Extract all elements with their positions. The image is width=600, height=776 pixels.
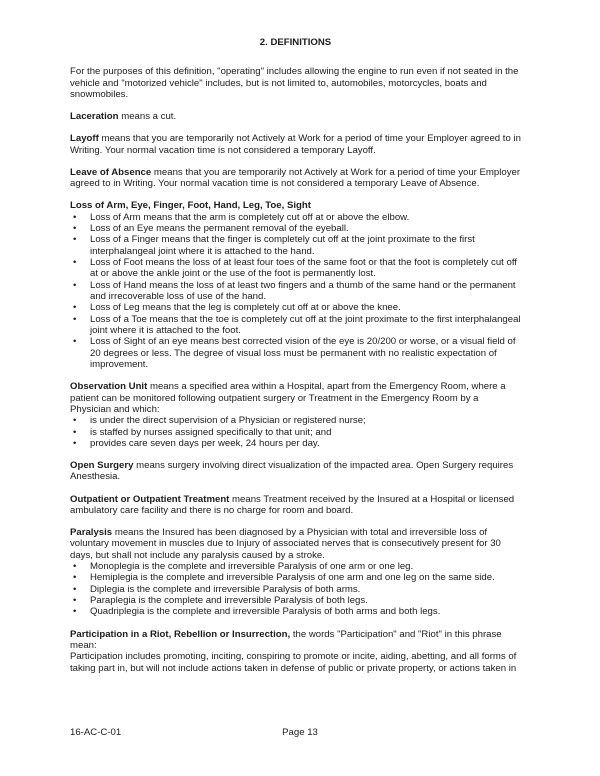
bullet-icon: • bbox=[73, 257, 77, 268]
loss-bullet-text: Loss of Sight of an eye means best corrected vision of the eye is 20/200 or worse, or a visual field of 20 degrees or less. The degree of visual loss must be permanent with no realistic expectation of improvement. bbox=[90, 336, 516, 371]
definition-participation-continuation: Participation includes promoting, inciting, conspiring to promote or incite, aiding, abetting, and all forms of taking part in, but will not include actions taken in defense of public or private property, or actions taken in bbox=[70, 651, 517, 674]
list-item bbox=[70, 280, 521, 303]
definition-open-surgery bbox=[70, 460, 521, 483]
list-item bbox=[70, 302, 521, 313]
list-item bbox=[70, 336, 521, 370]
definition-laceration bbox=[70, 111, 521, 122]
list-item bbox=[70, 314, 521, 337]
paralysis-bullet-text: Paraplegia is the complete and irreversible Paralysis of both legs. bbox=[90, 595, 368, 607]
definition-leave-of-absence bbox=[70, 167, 521, 190]
loss-bullet-text: Loss of Hand means the loss of at least two fingers and a thumb of the same hand or the permanent and irrecoverable loss of use of the hand. bbox=[90, 279, 516, 303]
definition-paralysis-text: means the Insured has been diagnosed by a Physician with total and irreversible loss of voluntary movement in muscles due to Injury of associated nerves that is consecutively present for 30 days, but shall not include any paralysis caused by a stroke. bbox=[70, 527, 501, 561]
bullet-icon: • bbox=[73, 279, 77, 291]
list-item bbox=[70, 561, 521, 572]
term-open-surgery: Open Surgery bbox=[70, 460, 134, 472]
paralysis-bullet-text: Diplegia is the complete and irreversible Paralysis of both arms. bbox=[90, 583, 361, 595]
footer-page-number: Page 13 bbox=[282, 727, 318, 738]
observation-bullet-text: is under the direct supervision of a Physician or registered nurse; bbox=[90, 415, 366, 427]
bullet-icon: • bbox=[73, 234, 77, 246]
bullet-icon: • bbox=[73, 211, 77, 223]
bullet-icon: • bbox=[73, 583, 77, 595]
intro-text: For the purposes of this definition, "operating" includes allowing the engine to run even if not seated in the vehicle and "motorized vehicle" includes, but is not limited to, automobiles, motorcycles, boats and snowmobiles. bbox=[70, 66, 519, 101]
definition-outpatient-text: means Treatment received by the Insured at a Hospital or licensed ambulatory care facility and there is no charge for room and board. bbox=[70, 493, 515, 516]
definition-layoff-text: means that you are temporarily not Actively at Work for a period of time your Employer agreed to in Writing. Your normal vacation time is not considered a temporary Layoff. bbox=[70, 133, 521, 156]
page-footer bbox=[0, 727, 600, 739]
loss-bullet-text: Loss of an Eye means the permanent removal of the eyeball. bbox=[90, 222, 349, 234]
term-outpatient: Outpatient or Outpatient Treatment bbox=[70, 493, 230, 505]
list-item bbox=[70, 606, 521, 617]
list-item bbox=[70, 415, 521, 426]
list-item bbox=[70, 223, 521, 234]
definition-leave-of-absence-text: means that you are temporarily not Actively at Work for a period of time your Employer agreed to in Writing. Your normal vacation time is not considered a temporary Leave of Absence. bbox=[70, 166, 521, 190]
list-item bbox=[70, 234, 521, 257]
loss-bullet-text: Loss of Arm means that the arm is completely cut off at or above the elbow. bbox=[90, 211, 410, 223]
footer-doc-code: 16-AC-C-01 bbox=[70, 727, 122, 738]
list-item bbox=[70, 427, 521, 438]
observation-bullet-text: provides care seven days per week, 24 hours per day. bbox=[90, 437, 320, 449]
list-item bbox=[70, 595, 521, 606]
definition-observation-unit bbox=[70, 381, 521, 415]
bullet-icon: • bbox=[73, 561, 77, 573]
bullet-icon: • bbox=[73, 572, 77, 584]
bullet-icon: • bbox=[73, 336, 77, 348]
paragraph-intro bbox=[70, 66, 521, 100]
loss-bullet-list bbox=[70, 212, 521, 371]
definition-outpatient bbox=[70, 494, 521, 517]
definition-layoff bbox=[70, 133, 521, 156]
list-item bbox=[70, 438, 521, 449]
bullet-icon: • bbox=[73, 595, 77, 607]
loss-bullet-text: Loss of a Finger means that the finger is completely cut off at the joint proximate to the first interphalangeal joint where it is attached to the hand. bbox=[90, 234, 475, 257]
loss-bullet-text: Loss of a Toe means that the toe is completely cut off at the joint proximate to the first interphalangeal joint where it is attached to the foot. bbox=[90, 313, 521, 337]
heading-loss: Loss of Arm, Eye, Finger, Foot, Hand, Leg, Toe, Sight bbox=[70, 200, 311, 212]
page-title: 2. DEFINITIONS bbox=[259, 37, 332, 48]
document-content bbox=[70, 37, 521, 674]
definition-participation-text: the words "Participation" and "Riot" in this phrase mean: bbox=[70, 628, 502, 651]
definition-laceration-text: means a cut. bbox=[121, 111, 177, 123]
paralysis-bullet-text: Monoplegia is the complete and irreversible Paralysis of one arm or one leg. bbox=[90, 561, 414, 573]
definition-open-surgery-text: means surgery involving direct visualization of the impacted area. Open Surgery requires Anesthesia. bbox=[70, 460, 514, 483]
observation-bullet-list bbox=[70, 415, 521, 449]
bullet-icon: • bbox=[73, 415, 77, 427]
term-paralysis: Paralysis bbox=[70, 527, 113, 539]
loss-bullet-text: Loss of Foot means the loss of at least four toes of the same foot or that the foot is completely cut off at or above the ankle joint or the use of the foot is permanently lost. bbox=[90, 257, 517, 280]
paralysis-bullet-text: Hemiplegia is the complete and irreversible Paralysis of one arm and one leg on the same side. bbox=[90, 572, 495, 584]
bullet-icon: • bbox=[73, 302, 77, 314]
bullet-icon: • bbox=[73, 313, 77, 325]
list-item bbox=[70, 572, 521, 583]
definition-participation bbox=[70, 629, 521, 652]
term-laceration: Laceration bbox=[70, 111, 119, 123]
bullet-icon: • bbox=[73, 222, 77, 234]
definition-observation-unit-text: means a specified area within a Hospital, apart from the Emergency Room, where a patient can be monitored following outpatient surgery or Treatment in the Emergency Room by a Physician and which: bbox=[70, 381, 506, 415]
bullet-icon: • bbox=[73, 606, 77, 618]
bullet-icon: • bbox=[73, 437, 77, 449]
paralysis-bullet-text: Quadriplegia is the complete and irreversible Paralysis of both arms and both legs. bbox=[90, 606, 441, 618]
bullet-icon: • bbox=[73, 426, 77, 438]
paralysis-bullet-list bbox=[70, 561, 521, 618]
list-item bbox=[70, 584, 521, 595]
term-participation: Participation in a Riot, Rebellion or Insurrection, bbox=[70, 628, 291, 640]
definition-paralysis bbox=[70, 527, 521, 561]
term-leave-of-absence: Leave of Absence bbox=[70, 166, 152, 178]
list-item bbox=[70, 212, 521, 223]
term-observation-unit: Observation Unit bbox=[70, 381, 148, 393]
observation-bullet-text: is staffed by nurses assigned specifically to that unit; and bbox=[90, 426, 332, 438]
loss-bullet-text: Loss of Leg means that the leg is completely cut off at or above the knee. bbox=[90, 302, 401, 314]
list-item bbox=[70, 257, 521, 280]
term-layoff: Layoff bbox=[70, 133, 99, 145]
